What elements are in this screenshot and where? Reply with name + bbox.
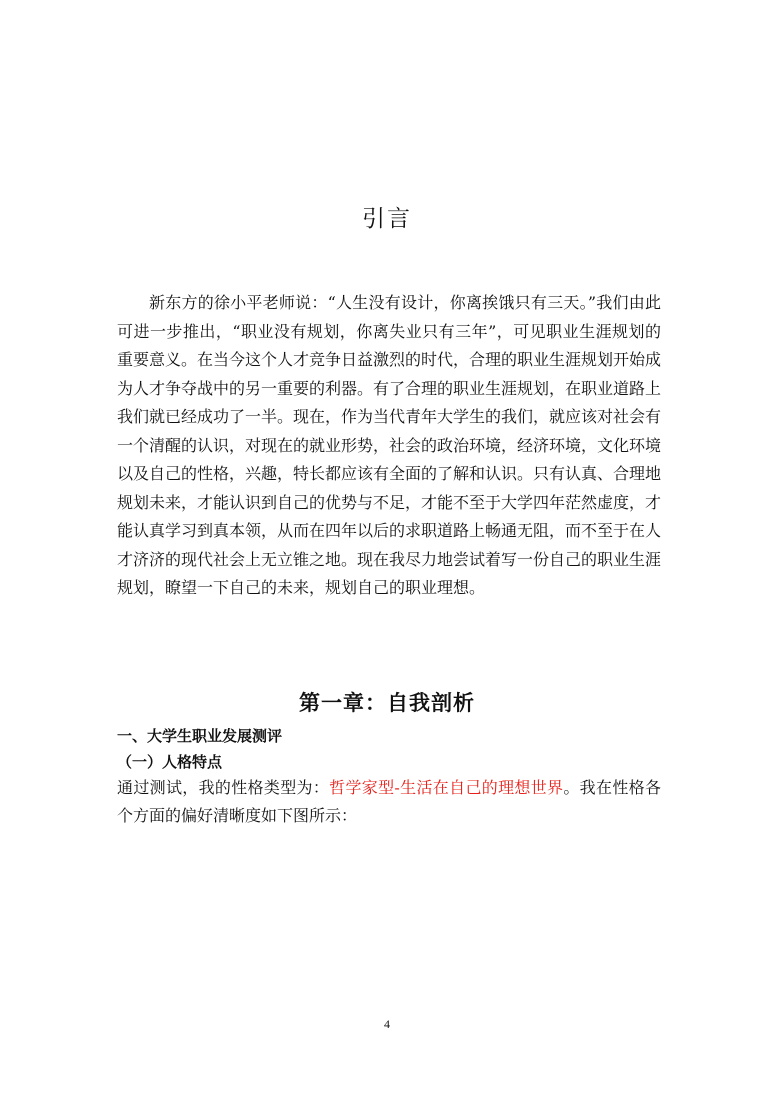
intro-title: 引言 — [362, 206, 412, 232]
intro-paragraph: 新东方的徐小平老师说：“人生没有设计，你离挨饿只有三天。”我们由此可进一步推出，“职业没有规划，你离失业只有三年”，可见职业生涯规划的重要意义。在当今这个人才竞争日益激烈的时代，合理的职业生涯规划开始成为人才争夺战中的另一重要的利器。有了合理的职业生涯规划，在职业道路上我们就已经成功了一半。现在，作为当代青年大学生的我们，就应该对社会有一个清醒的认识，对现在的就业形势，社会的政治环境，经济环境，文化环境以及自己的性格，兴趣，特长都应该有全面的了解和认识。只有认真、合理地规划未来，才能认识到自己的优势与不足，才能不至于大学四年茫然虚度，才能认真学习到真本领，从而在四年以后的求职道路上畅通无阻，而不至于在人才济济的现代社会上无立锥之地。现在我尽力地尝试着写一份自己的职业生涯规划，瞭望一下自己的未来，规划自己的职业理想。 — [117, 293, 662, 597]
personality-text-before: 通过测试，我的性格类型为： — [117, 778, 330, 797]
page-number: 4 — [384, 1017, 390, 1031]
personality-paragraph — [117, 774, 661, 830]
personality-text-after: 。我在性格各个方面的偏好清晰度如下图所示： — [117, 778, 661, 825]
section-heading: 一、大学生职业发展测评 — [117, 727, 283, 745]
subsection-heading: （一）人格特点 — [117, 753, 223, 771]
personality-type-highlight: 哲学家型-生活在自己的理想世界 — [329, 778, 564, 797]
chapter-title: 第一章：自我剖析 — [299, 691, 475, 715]
